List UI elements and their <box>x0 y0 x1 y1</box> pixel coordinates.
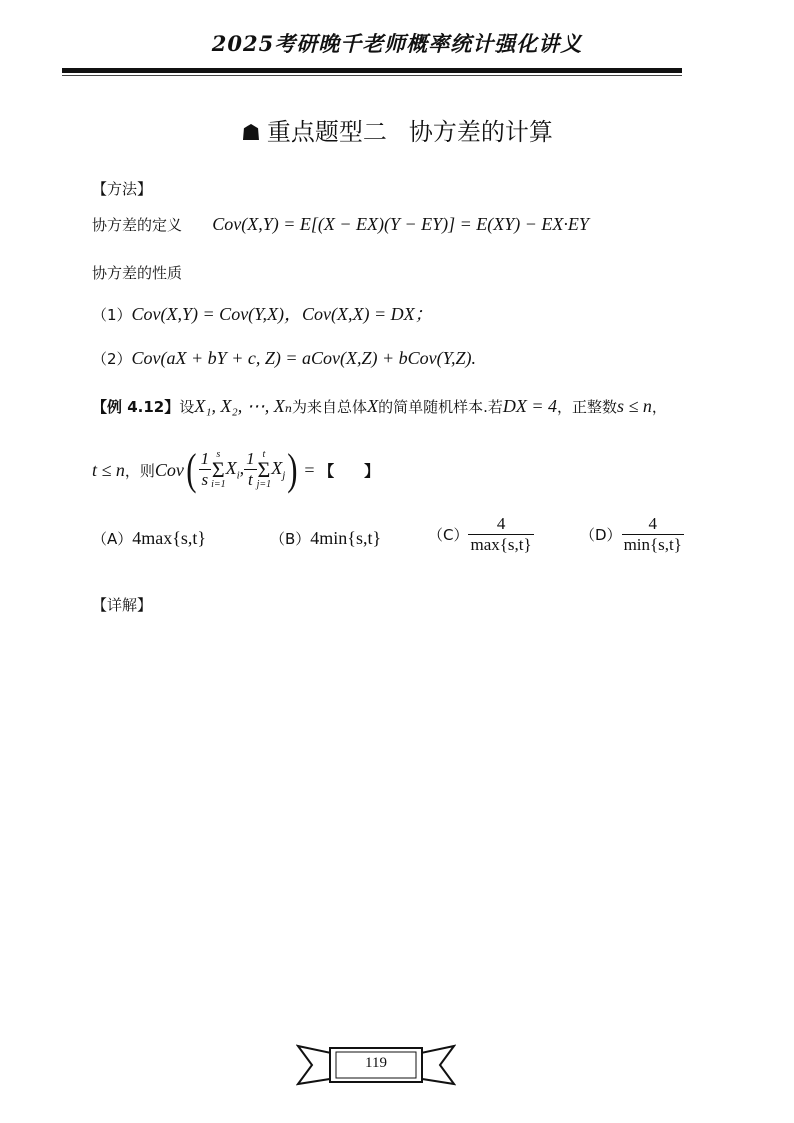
example-cond3: t ≤ n <box>92 459 125 480</box>
example-text-e: ， <box>651 398 667 416</box>
answer-blank: 【 】 <box>319 461 380 480</box>
property-2 <box>92 348 476 369</box>
option-c-label: （C） <box>428 526 469 545</box>
option-a-text: 4max{s,t} <box>132 528 207 548</box>
property-1-index: （1） <box>92 306 132 324</box>
option-b-label: （B） <box>270 530 311 548</box>
properties-label: 协方差的性质 <box>92 264 183 282</box>
definition-line <box>92 214 589 235</box>
example-tag: 【例 4.12】 <box>92 398 180 416</box>
example-text-b: 为来自总体 <box>292 398 368 416</box>
example-cond: DX = 4 <box>502 396 557 416</box>
header-rule <box>62 68 682 73</box>
definition-label: 协方差的定义 <box>92 216 183 234</box>
section-title <box>0 112 794 147</box>
option-c-den: max{s,t} <box>470 534 532 554</box>
option-a-label: （A） <box>92 530 133 548</box>
example-line-1 <box>92 396 667 417</box>
option-d-den: min{s,t} <box>623 534 682 554</box>
option-d-num: 4 <box>648 514 657 533</box>
header-title: 2025考研晚千老师概率统计强化讲义 <box>211 31 583 56</box>
property-2-index: （2） <box>92 350 132 368</box>
definition-formula: Cov(X,Y) = E[(X − EX)(Y − EY)] = E(XY) − EX·EY <box>212 214 589 234</box>
option-b <box>270 528 381 549</box>
page-number-badge <box>296 1040 456 1090</box>
property-2-formula: Cov(aX + bY + c, Z) = aCov(X,Z) + bCov(Y,Z). <box>131 348 476 368</box>
method-label: 【方法】 <box>92 180 153 198</box>
option-b-text: 4min{s,t} <box>310 528 382 548</box>
solution-label: 【详解】 <box>92 596 153 614</box>
example-vars: X₁, X₂, ⋯, Xₙ <box>194 396 293 416</box>
example-var-x: X <box>367 396 379 416</box>
option-d <box>580 515 684 554</box>
option-d-label: （D） <box>580 526 622 545</box>
example-text-a: 设 <box>179 398 195 416</box>
example-text-c: 的简单随机样本.若 <box>378 398 503 416</box>
property-1-formula: Cov(X,Y) = Cov(Y,X)，Cov(X,X) = DX； <box>131 304 433 324</box>
option-c-num: 4 <box>496 514 506 533</box>
header-rule-thin <box>62 75 682 76</box>
section-marker-icon: ☗ <box>241 121 261 146</box>
example-line-2 <box>92 440 379 500</box>
section-title-a: 重点题型二 <box>266 118 387 146</box>
option-a <box>92 528 206 549</box>
example-text-f: ，则 <box>124 461 155 480</box>
property-1 <box>92 300 433 326</box>
cov-expression: Cov ( $\frac{1}{s}$ s Σ i=1 $X_i$, $\frac{1}{t}$ t Σ j=1 $X_j$ ) = <box>154 445 320 494</box>
section-title-b: 协方差的计算 <box>408 118 553 146</box>
example-text-d: ，正整数 <box>556 398 617 416</box>
page-number: 119 <box>365 1055 387 1071</box>
option-c <box>428 515 534 554</box>
example-cond2: s ≤ n <box>617 396 652 416</box>
